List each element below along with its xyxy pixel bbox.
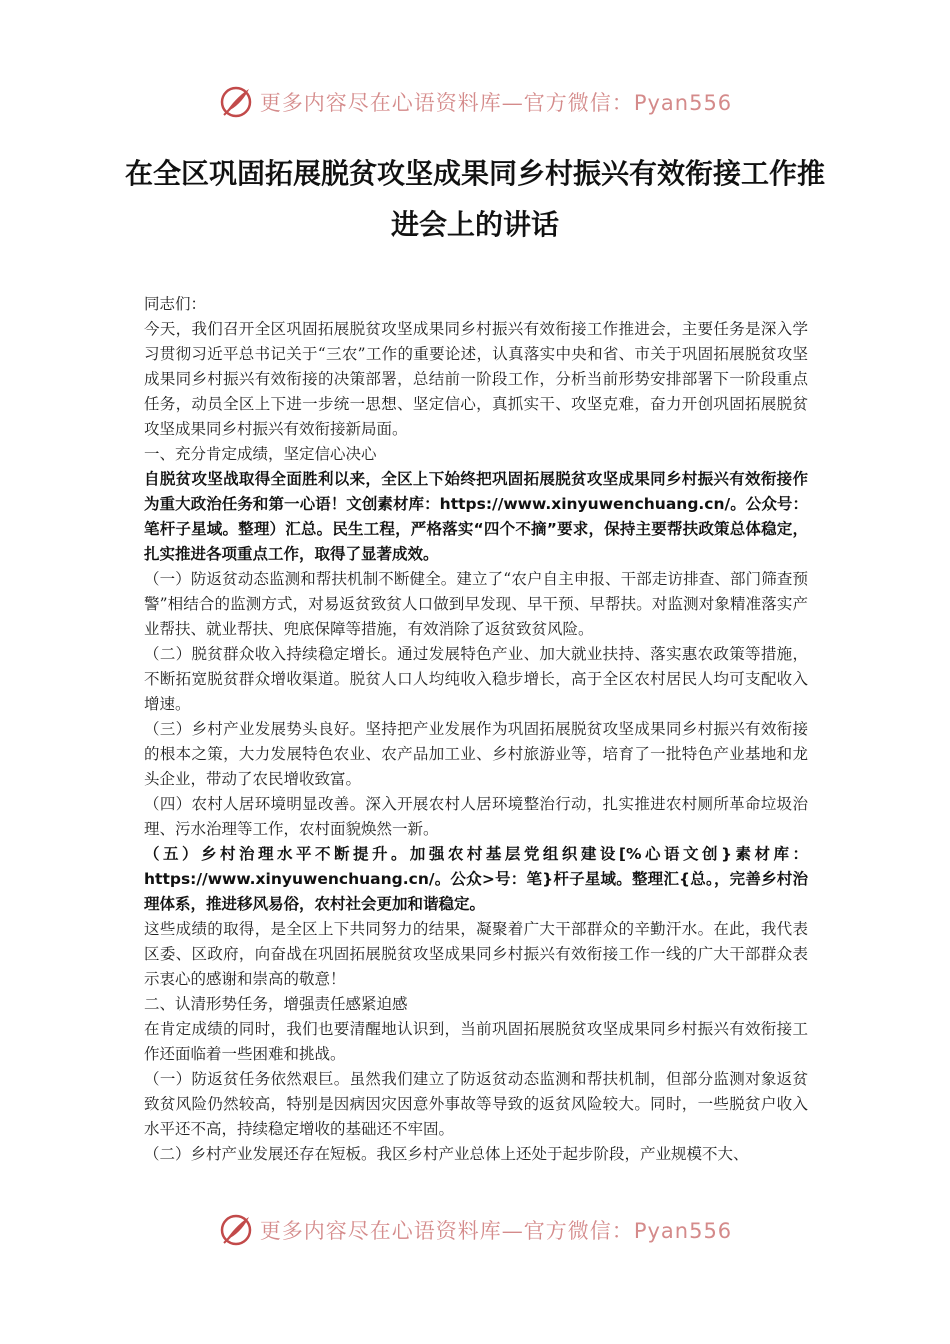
banner-wechat-id: Pyan556: [633, 91, 733, 115]
banner-text: [260, 87, 732, 117]
banner-caption: 更多内容尽在心语资料库—官方微信：: [259, 91, 634, 115]
header-banner: [0, 82, 950, 122]
quill-logo-icon: [218, 84, 254, 120]
paragraph: 这些成绩的取得，是全区上下共同努力的结果，凝聚着广大干部群众的辛勤汗水。在此，我代表区委、区政府，向奋战在巩固拓展脱贫攻坚成果同乡村振兴有效衔接工作一线的广大干部群众表示衷心的感谢和崇高的敬意！: [144, 920, 808, 988]
paragraph: （二）乡村产业发展还存在短板。我区乡村产业总体上还处于起步阶段，产业规模不大、: [144, 1145, 749, 1163]
paragraph: 今天，我们召开全区巩固拓展脱贫攻坚成果同乡村振兴有效衔接工作推进会，主要任务是深入学习贯彻习近平总书记关于“三农”工作的重要论述，认真落实中央和省、市关于巩固拓展脱贫攻坚成果同乡村振兴有效衔接的决策部署，总结前一阶段工作，分析当前形势安排部署下一阶段重点任务，动员全区上下进一步统一思想、坚定信心，真抓实干、攻坚克难，奋力开创巩固拓展脱贫攻坚成果同乡村振兴有效衔接新局面。: [144, 320, 808, 438]
paragraph: （一）防返贫动态监测和帮扶机制不断健全。建立了“农户自主申报、干部走访排查、部门筛查预警”相结合的监测方式，对易返贫致贫人口做到早发现、早干预、早帮扶。对监测对象精准落实产业帮扶、就业帮扶、兜底保障等措施，有效消除了返贫致贫风险。: [144, 570, 808, 638]
banner-wechat-id: Pyan556: [633, 1219, 733, 1243]
banner-caption: 更多内容尽在心语资料库—官方微信：: [259, 1219, 634, 1243]
paragraph: （四）农村人居环境明显改善。深入开展农村人居环境整治行动，扎实推进农村厕所革命垃圾治理、污水治理等工作，农村面貌焕然一新。: [144, 795, 808, 838]
paragraph: （五）乡村治理水平不断提升。加强农村基层党组织建设[%心语文创}素材库：https://www.xinyuwenchuang.cn/。公众>号：笔}杆子星域。整理汇{总。，完善乡村治理体系，推进移风易俗，农村社会更加和谐稳定。: [144, 845, 808, 913]
paragraph: （三）乡村产业发展势头良好。坚持把产业发展作为巩固拓展脱贫攻坚成果同乡村振兴有效衔接的根本之策，大力发展特色农业、农产品加工业、乡村旅游业等，培育了一批特色产业基地和龙头企业，带动了农民增收致富。: [144, 720, 808, 788]
paragraph: 自脱贫攻坚战取得全面胜利以来，全区上下始终把巩固拓展脱贫攻坚成果同乡村振兴有效衔接作为重大政治任务和第一心语！文创素材库：https://www.xinyuwenchuang.cn/。公众号：笔杆子星域。整理）汇总。民生工程，严格落实“四个不摘”要求，保持主要帮扶政策总体稳定，扎实推进各项重点工作，取得了显著成效。: [144, 470, 808, 563]
document-body: [144, 292, 808, 1167]
paragraph: 在肯定成绩的同时，我们也要清醒地认识到，当前巩固拓展脱贫攻坚成果同乡村振兴有效衔接工作还面临着一些困难和挑战。: [144, 1020, 808, 1063]
section-heading: 二、认清形势任务，增强责任感紧迫感: [144, 995, 408, 1013]
salutation: 同志们：: [144, 295, 207, 313]
paragraph: （二）脱贫群众收入持续稳定增长。通过发展特色产业、加大就业扶持、落实惠农政策等措施，不断拓宽脱贫群众增收渠道。脱贫人口人均纯收入稳步增长，高于全区农村居民人均可支配收入增速。: [144, 645, 808, 713]
paragraph: （一）防返贫任务依然艰巨。虽然我们建立了防返贫动态监测和帮扶机制，但部分监测对象返贫致贫风险仍然较高，特别是因病因灾因意外事故等导致的返贫风险较大。同时，一些脱贫户收入水平还不高，持续稳定增收的基础还不牢固。: [144, 1070, 808, 1138]
quill-logo-icon: [218, 1212, 254, 1248]
footer-banner: [0, 1210, 950, 1250]
document-title: 在全区巩固拓展脱贫攻坚成果同乡村振兴有效衔接工作推进会上的讲话: [124, 157, 825, 241]
banner-text: [260, 1215, 732, 1245]
section-heading: 一、充分肯定成绩，坚定信心决心: [144, 445, 377, 463]
